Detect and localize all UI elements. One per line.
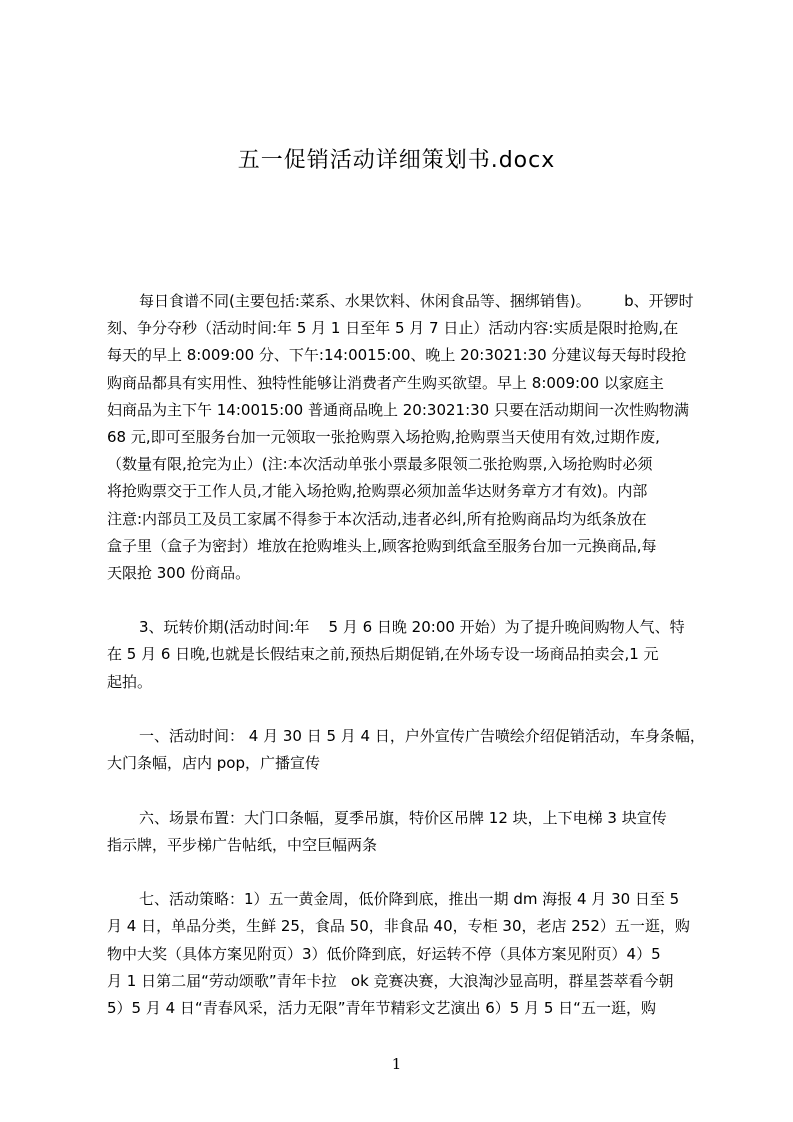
text-line: 大门条幅，店内 pop，广播宣传 <box>107 754 320 773</box>
paragraph-spacer <box>107 587 707 614</box>
text-line: 物中大奖（具体方案见附页）3）低价降到底，好运转不停（具体方案见附页）4）5 <box>107 944 661 963</box>
text-line: 月 4 日，单品分类，生鲜 25，食品 50，非食品 40，专柜 30，老店 252）五一逛，购 <box>107 917 690 936</box>
paragraph-spacer <box>107 696 707 723</box>
text-line: 68 元,即可至服务台加一元领取一张抢购票入场抢购,抢购票当天使用有效,过期作废, <box>107 427 660 446</box>
text-line: 月 1 日第二届“劳动颂歌”青年卡拉 ok 竞赛决赛，大浪淘沙显高明，群星荟萃看今朝 <box>107 971 674 990</box>
paragraph-activity-time <box>107 723 707 777</box>
document-title: 五一促销活动详细策划书.docx <box>237 148 556 173</box>
paragraph-scene-layout <box>107 805 707 859</box>
text-line: 将抢购票交于工作人员,才能入场抢购,抢购票必须加盖华达财务章方才有效)。内部 <box>107 482 648 501</box>
text-line: 刻、争分夺秒（活动时间:年 5 月 1 日至年 5 月 7 日止）活动内容:实质是限时抢购,在 <box>107 319 679 338</box>
text-line: 每天的早上 8:009:00 分、下午:14:0015:00、晚上 20:3021:30 分建议每天每时段抢 <box>107 346 687 365</box>
text-line: 六、场景布置：大门口条幅，夏季吊旗，特价区吊牌 12 块，上下电梯 3 块宣传 <box>139 808 667 827</box>
text-line: 3、玩转价期(活动时间:年 5 月 6 日晚 20:00 开始）为了提升晚间购物人气、特 <box>139 618 685 637</box>
text-line: 妇商品为主下午 14:0015:00 普通商品晚上 20:3021:30 只要在活动期间一次性购物满 <box>107 400 689 419</box>
text-line: 盒子里（盒子为密封）堆放在抢购堆头上,顾客抢购到纸盒至服务台加一元换商品,每 <box>107 536 657 555</box>
paragraph-spacer <box>107 777 707 804</box>
paragraph-activity-strategy <box>107 886 707 1022</box>
text-line: 购商品都具有实用性、独特性能够让消费者产生购买欲望。早上 8:009:00 以家庭主 <box>107 373 664 392</box>
paragraph-price-period <box>107 614 707 696</box>
text-line: 天限抢 300 份商品。 <box>107 563 251 582</box>
text-line: 每日食谱不同(主要包括:菜系、水果饮料、休闲食品等、捆绑销售)。 b、开锣时 <box>139 292 694 310</box>
text-line: 七、活动策略：1）五一黄金周，低价降到底，推出一期 dm 海报 4 月 30 日至 5 <box>139 890 680 909</box>
text-line: 起拍。 <box>107 672 153 691</box>
text-line: （数量有限,抢完为止）(注:本次活动单张小票最多限领二张抢购票,入场抢购时必须 <box>107 455 653 474</box>
document-body <box>107 288 707 1022</box>
text-line: 在 5 月 6 日晚,也就是长假结束之前,预热后期促销,在外场专设一场商品拍卖会,1 元 <box>107 645 659 664</box>
paragraph-spacer <box>107 859 707 886</box>
paragraph-daily-recipes <box>107 288 707 587</box>
text-line: 注意:内部员工及员工家属不得参于本次活动,违者必纠,所有抢购商品均为纸条放在 <box>107 509 647 528</box>
text-line: 一、活动时间： 4 月 30 日 5 月 4 日，户外宣传广告喷绘介绍促销活动，车身条幅， <box>139 727 705 745</box>
text-line: 指示牌，平步梯广告帖纸，中空巨幅两条 <box>107 835 378 854</box>
page-number: 1 <box>391 1055 402 1073</box>
text-line: 5）5 月 4 日“青春风采，活力无限”青年节精彩文艺演出 6）5 月 5 日“五一逛，购 <box>107 998 656 1017</box>
